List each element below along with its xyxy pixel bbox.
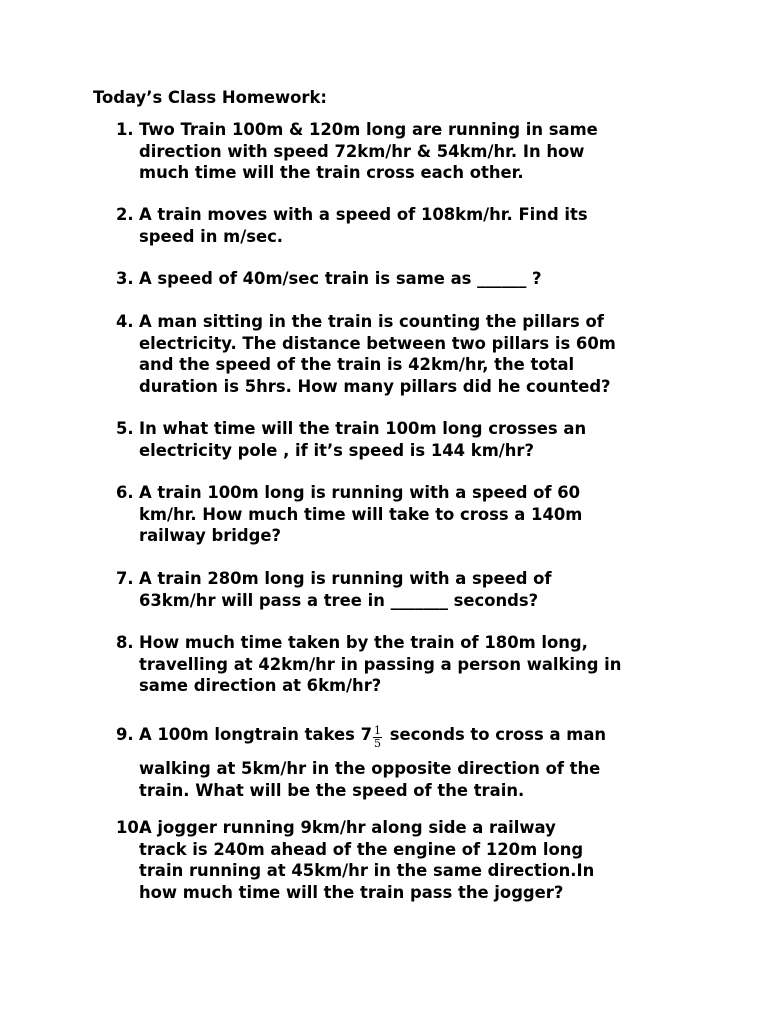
question-text: Two Train 100m & 120m long are running in same direction with speed 72km/hr & 54km/hr. In how much time will the train cross each other. — [139, 120, 598, 182]
question-number: 5. — [116, 419, 134, 438]
page-title: Today’s Class Homework: — [93, 88, 327, 107]
question-number: 3. — [116, 269, 134, 288]
question-text-start: A 100m longtrain takes 7 — [139, 725, 372, 744]
question-number: 4. — [116, 312, 134, 331]
question-number: 8. — [116, 633, 134, 652]
fraction-numerator: 1 — [373, 724, 381, 737]
question-number: 1. — [116, 120, 134, 139]
question-7 — [116, 568, 686, 611]
question-10 — [116, 817, 686, 903]
question-2 — [116, 204, 686, 247]
question-text: A train 280m long is running with a speed of 63km/hr will pass a tree in _______ seconds? — [139, 569, 552, 610]
question-6 — [116, 482, 686, 547]
question-text-middle: seconds to cross a man — [383, 725, 607, 744]
question-number: 10. — [116, 818, 146, 837]
question-number: 6. — [116, 483, 134, 502]
question-text-rest: walking at 5km/hr in the opposite direction of the train. What will be the speed of the train. — [139, 759, 601, 800]
question-9 — [116, 724, 686, 801]
question-text: In what time will the train 100m long crosses an electricity pole , if it’s speed is 144 km/hr? — [139, 419, 587, 460]
question-1 — [116, 119, 686, 184]
question-text: A jogger running 9km/hr along side a railway track is 240m ahead of the engine of 120m long train running at 45km/hr in the same direction.In how much time will the train pass the jogger? — [139, 818, 595, 902]
question-number: 2. — [116, 205, 134, 224]
question-5 — [116, 418, 686, 461]
question-text: A train moves with a speed of 108km/hr. Find its speed in m/sec. — [139, 205, 588, 246]
question-number: 7. — [116, 569, 134, 588]
question-text: A man sitting in the train is counting the pillars of electricity. The distance between two pillars is 60m and the speed of the train is 42km/hr, the total duration is 5hrs. How many pillars did he counted? — [139, 312, 616, 396]
question-text: How much time taken by the train of 180m long, travelling at 42km/hr in passing a person walking in same direction at 6km/hr? — [139, 633, 622, 695]
question-text: A train 100m long is running with a speed of 60 km/hr. How much time will take to cross a 140m railway bridge? — [139, 483, 583, 545]
question-text — [139, 724, 686, 801]
question-8 — [116, 632, 686, 697]
question-3 — [116, 268, 686, 290]
question-number: 9. — [116, 725, 134, 744]
question-4 — [116, 311, 686, 397]
fraction — [373, 725, 382, 750]
question-text: A speed of 40m/sec train is same as ______ ? — [139, 269, 542, 288]
fraction-denominator: 5 — [373, 737, 381, 750]
